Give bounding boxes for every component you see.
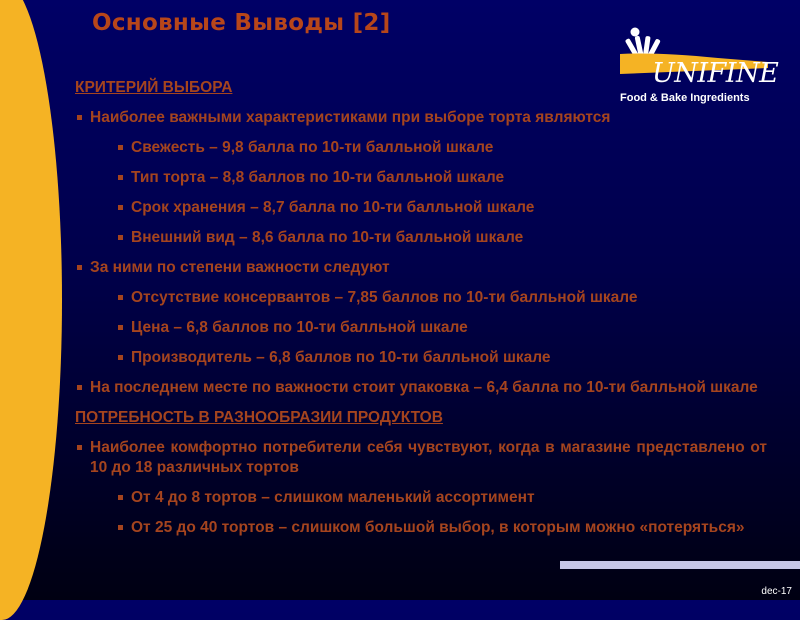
footer-divider: [560, 561, 800, 569]
logo-name: UNIFINE: [652, 58, 779, 89]
slide-date: dec-17: [761, 586, 792, 597]
bullet-comfort-range: Наиболее комфортно потребители себя чувствуют, когда в магазине представлено от 10 до 18 различных тортов: [75, 438, 767, 478]
slide-content: [75, 78, 767, 548]
bullet-following-importance: За ними по степени важности следуют: [75, 258, 767, 278]
slide-title: Основные Выводы [2]: [92, 10, 391, 36]
sub-bullet-no-preservatives: Отсутствие консервантов – 7,85 баллов по 10-ти балльной шкале: [75, 288, 767, 308]
sub-bullet-freshness: Свежесть – 9,8 балла по 10-ти балльной шкале: [75, 138, 767, 158]
section-heading-selection-criteria: КРИТЕРИЙ ВЫБОРА: [75, 79, 233, 96]
sub-bullet-shelf-life: Срок хранения – 8,7 балла по 10-ти балльной шкале: [75, 198, 767, 218]
sub-bullet-too-small: От 4 до 8 тортов – слишком маленький ассортимент: [75, 488, 767, 508]
decorative-left-band: [0, 0, 62, 620]
sub-bullet-price: Цена – 6,8 баллов по 10-ти балльной шкале: [75, 318, 767, 338]
sub-bullet-too-large: От 25 до 40 тортов – слишком большой выбор, в которым можно «потеряться»: [75, 518, 767, 538]
sub-bullet-appearance: Внешний вид – 8,6 балла по 10-ти балльной шкале: [75, 228, 767, 248]
sub-bullet-cake-type: Тип торта – 8,8 баллов по 10-ти балльной шкале: [75, 168, 767, 188]
sub-bullet-manufacturer: Производитель – 6,8 баллов по 10-ти балльной шкале: [75, 348, 767, 368]
logo-tagline: Food & Bake Ingredients: [620, 92, 750, 104]
section-heading-product-variety: ПОТРЕБНОСТЬ В РАЗНООБРАЗИИ ПРОДУКТОВ: [75, 409, 443, 426]
bullet-key-characteristics: Наиболее важными характеристиками при выборе торта являются: [75, 108, 767, 128]
bullet-packaging: На последнем месте по важности стоит упаковка – 6,4 балла по 10-ти балльной шкале: [75, 378, 767, 398]
